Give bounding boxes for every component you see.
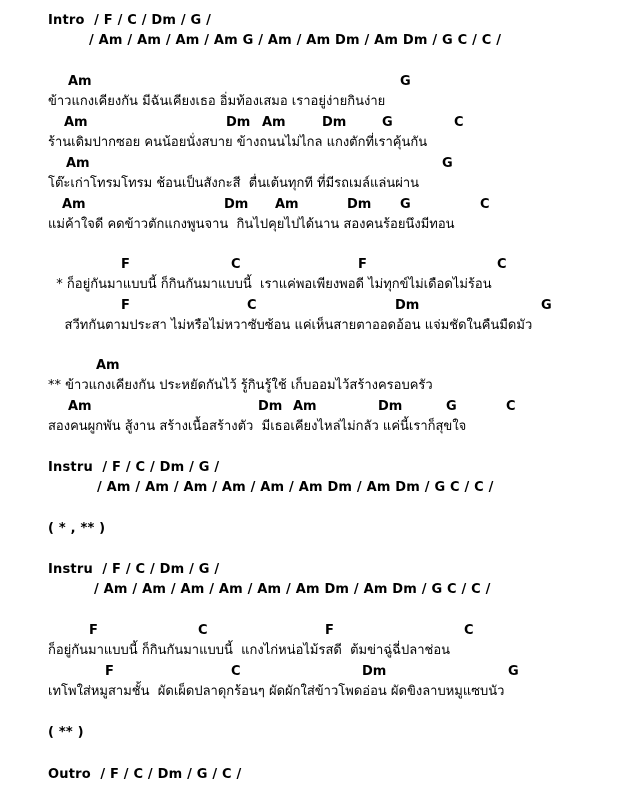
outro-line: Outro / F / C / Dm / G / C /: [48, 767, 242, 782]
chord-row: [0, 357, 620, 375]
chord-label: G: [400, 197, 411, 212]
chord-label: Dm: [224, 197, 249, 212]
chord-label: Am: [68, 399, 92, 414]
chord-label: Dm: [322, 115, 347, 130]
chord-label: C: [497, 257, 507, 272]
chord-label: C: [231, 257, 241, 272]
lyric-line: ** ข้าวแกงเคียงกัน ประหยัดกันไว้ รู้กินรู้ใช้ เก็บออมไว้สร้างครอบครัว: [48, 378, 433, 393]
chord-label: G: [382, 115, 393, 130]
chord-label: G: [446, 399, 457, 414]
chord-label: F: [121, 257, 130, 272]
chord-row: [0, 663, 620, 681]
intro-line-2: / Am / Am / Am / Am G / Am / Am Dm / Am Dm / G C / C /: [89, 33, 502, 48]
chord-label: C: [231, 664, 241, 679]
chord-label: Dm: [378, 399, 403, 414]
lyric-line: แม่ค้าใจดี คดข้าวตักแกงพูนจาน กินไปคุยไปได้นาน สองคนร้อยนึงมีทอน: [48, 217, 455, 232]
lyric-line: สองคนผูกพัน สู้งาน สร้างเนื้อสร้างตัว มีเธอเคียงไหล่ไม่กลัว แค่นี้เราก็สุขใจ: [48, 419, 467, 434]
lyric-line: * ก็อยู่กันมาแบบนี้ ก็กินกันมาแบบนี้ เราแค่พอเพียงพอดี ไม่ทุกข์ไม่เดือดไม่ร้อน: [48, 277, 492, 292]
chord-label: Am: [262, 115, 286, 130]
lyric-line: เทโพใส่หมูสามชั้น ผัดเผ็ดปลาดุกร้อนๆ ผัดผักใส่ข้าวโพดอ่อน ผัดขิงลาบหมูแซบนัว: [48, 684, 505, 699]
chord-row: [0, 155, 620, 173]
chord-row: [0, 398, 620, 416]
lyric-line: สวีทกันตามประสา ไม่หรือไม่หวาซับซ้อน แค่เห็นสายตาออดอ้อน แจ่มชัดในคืนมืดมัว: [48, 318, 533, 333]
chord-label: C: [454, 115, 464, 130]
chord-row: [0, 196, 620, 214]
chord-label: Am: [66, 156, 90, 171]
chord-label: G: [400, 74, 411, 89]
lyric-line: โต๊ะเก่าโทรมโทรม ช้อนเป็นสังกะสี ตื่นเต้นทุกที ที่มีรถเมล์แล่นผ่าน: [48, 176, 420, 191]
chord-row: [0, 297, 620, 315]
chord-row: [0, 73, 620, 91]
chord-label: C: [247, 298, 257, 313]
chord-label: Am: [293, 399, 317, 414]
lyric-line: ร้านเดิมปากซอย คนน้อยนั่งสบาย ข้างถนนไม่ไกล แกงตักที่เราคุ้นกัน: [48, 135, 428, 150]
instru-1-line-1: Instru / F / C / Dm / G /: [48, 460, 220, 475]
chord-label: Am: [64, 115, 88, 130]
chord-label: Dm: [347, 197, 372, 212]
chord-label: F: [105, 664, 114, 679]
chord-label: C: [464, 623, 474, 638]
chord-label: G: [442, 156, 453, 171]
chord-label: G: [541, 298, 552, 313]
chord-label: C: [506, 399, 516, 414]
repeat-marker-2: ( ** ): [48, 725, 84, 740]
chord-label: Dm: [226, 115, 251, 130]
chord-label: Am: [275, 197, 299, 212]
chord-label: C: [198, 623, 208, 638]
chord-row: [0, 256, 620, 274]
chord-label: Dm: [258, 399, 283, 414]
chord-label: Dm: [395, 298, 420, 313]
chord-label: F: [121, 298, 130, 313]
chord-label: F: [325, 623, 334, 638]
instru-2-line-2: / Am / Am / Am / Am / Am / Am Dm / Am Dm / G C / C /: [94, 582, 491, 597]
chord-label: F: [89, 623, 98, 638]
chord-label: Am: [96, 358, 120, 373]
instru-1-line-2: / Am / Am / Am / Am / Am / Am Dm / Am Dm / G C / C /: [97, 480, 494, 495]
chord-row: [0, 622, 620, 640]
chord-row: [0, 114, 620, 132]
chord-label: Am: [62, 197, 86, 212]
repeat-marker-1: ( * , ** ): [48, 521, 106, 536]
instru-2-line-1: Instru / F / C / Dm / G /: [48, 562, 220, 577]
intro-line-1: Intro / F / C / Dm / G /: [48, 13, 212, 28]
lyric-line: ข้าวแกงเคียงกัน มีฉันเคียงเธอ อิ่มท้องเสมอ เราอยู่ง่ายกินง่าย: [48, 94, 386, 109]
chord-label: G: [508, 664, 519, 679]
lyric-line: ก็อยู่กันมาแบบนี้ ก็กินกันมาแบบนี้ แกงไก่หน่อไม้รสดี ต้มข่าฉู่ฉี่ปลาช่อน: [48, 643, 451, 658]
chord-label: F: [358, 257, 367, 272]
chord-label: Am: [68, 74, 92, 89]
chord-label: C: [480, 197, 490, 212]
chord-label: Dm: [362, 664, 387, 679]
